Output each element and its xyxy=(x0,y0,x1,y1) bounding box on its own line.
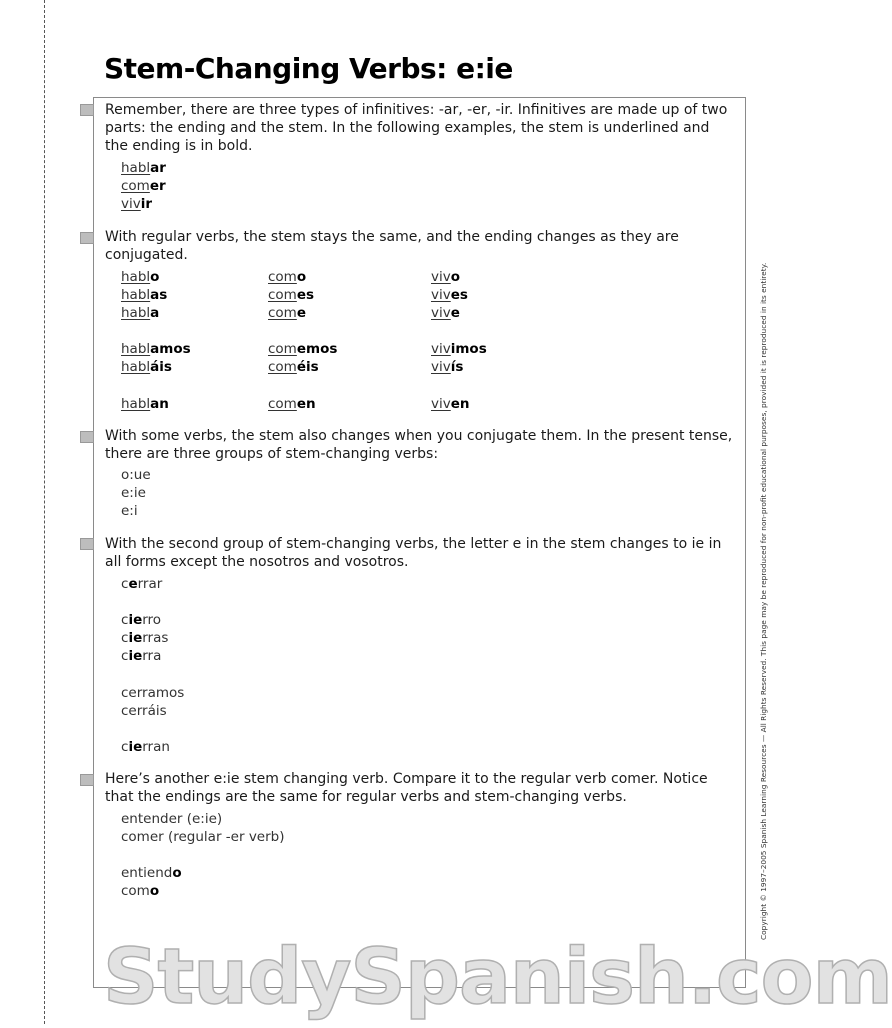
section-marker xyxy=(80,431,94,443)
conjugation-er: comes xyxy=(268,287,315,303)
section-5-text: Here’s another e:ie stem changing verb. Compare it to the regular verb comer. Notice that the endings are the same for regular verbs and stem-changing verbs. xyxy=(105,771,708,805)
section-marker xyxy=(80,104,94,116)
conjugation-ar: hablas xyxy=(121,287,168,303)
group-label: e:ie xyxy=(121,485,146,501)
conjugation-ar: habla xyxy=(121,305,160,321)
conjugation-line: cierra xyxy=(121,648,162,664)
copyright-notice: Copyright © 1997–2005 Spanish Learning Resources — All Rights Reserved. This page may be reproduced for non-profit educational purposes, provided it is reproduced in its entirety. xyxy=(759,262,768,940)
compare-line: entiendo xyxy=(121,865,182,881)
conjugation-line: cierro xyxy=(121,612,162,628)
group-label: o:ue xyxy=(121,467,151,483)
group-label: e:i xyxy=(121,503,138,519)
conjugation-ir: vivís xyxy=(431,359,464,375)
conjugation-er: como xyxy=(268,269,307,285)
page-title: Stem-Changing Verbs: e:ie xyxy=(104,52,513,85)
conjugation-er: comemos xyxy=(268,341,338,357)
compare-line: entender (e:ie) xyxy=(121,811,223,827)
conjugation-ir: vivo xyxy=(431,269,461,285)
conjugation-line: cierras xyxy=(121,630,169,646)
section-4-text: With the second group of stem-changing verbs, the letter e in the stem changes to ie in all forms except the nosotros and vosotros. xyxy=(105,536,722,570)
conjugation-ir: vivimos xyxy=(431,341,487,357)
section-3-text: With some verbs, the stem also changes when you conjugate them. In the present tense, there are three groups of stem-changing verbs: xyxy=(105,428,733,462)
conjugation-er: come xyxy=(268,305,306,321)
conjugation-ir: viven xyxy=(431,396,470,412)
conjugation-ir: vive xyxy=(431,305,460,321)
section-marker xyxy=(80,538,94,550)
infinitive-line: cerrar xyxy=(121,576,163,592)
section-marker xyxy=(80,232,94,244)
cut-line xyxy=(44,0,45,1024)
example-line: comer xyxy=(121,178,166,194)
compare-line: comer (regular -er verb) xyxy=(121,829,285,845)
conjugation-line: cerráis xyxy=(121,703,167,719)
conjugation-er: comen xyxy=(268,396,316,412)
conjugation-ar: habláis xyxy=(121,359,172,375)
conjugation-ar: hablo xyxy=(121,269,160,285)
site-watermark: StudySpanish.com xyxy=(103,933,892,1022)
section-marker xyxy=(80,774,94,786)
example-line: vivir xyxy=(121,196,153,212)
conjugation-er: coméis xyxy=(268,359,319,375)
section-1-text: Remember, there are three types of infinitives: -ar, -er, -ir. Infinitives are made up of two parts: the ending and the stem. In the following examples, the stem is underlined and the ending is in bold. xyxy=(105,102,728,154)
conjugation-ar: hablamos xyxy=(121,341,191,357)
conjugation-ar: hablan xyxy=(121,396,169,412)
compare-line: como xyxy=(121,883,160,899)
conjugation-line: cerramos xyxy=(121,685,185,701)
conjugation-ir: vives xyxy=(431,287,468,303)
section-2-text: With regular verbs, the stem stays the same, and the ending changes as they are conjugated. xyxy=(105,229,679,263)
example-line: hablar xyxy=(121,160,166,176)
conjugation-line: cierran xyxy=(121,739,170,755)
